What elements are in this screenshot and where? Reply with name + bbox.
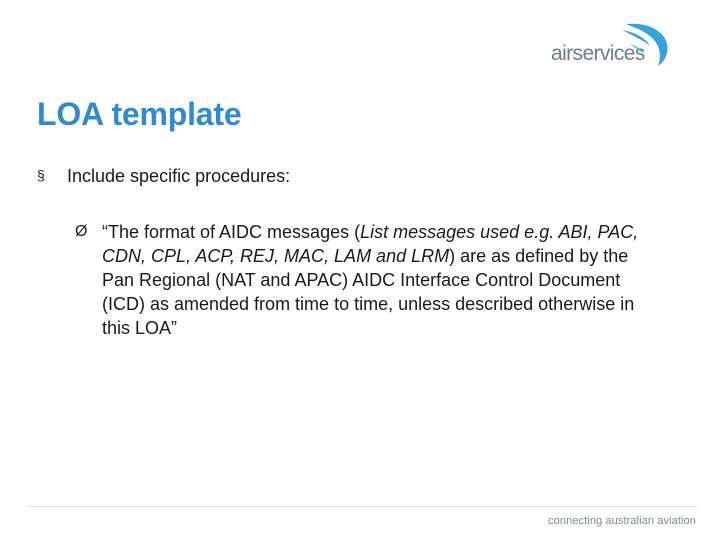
sub-bullet-text-italic: List messages used e.g. ABI, PAC, CDN, CPL, ACP, REJ, MAC, LAM and LRM: [102, 222, 639, 266]
footer-divider: [27, 506, 697, 507]
bullet-text: Include specific procedures:: [67, 166, 291, 186]
airservices-logo: [550, 20, 672, 68]
footer-tagline: connecting australian aviation: [548, 515, 696, 527]
slide-title: LOA template: [37, 96, 242, 132]
bullet-marker-icon: §: [37, 167, 45, 183]
airservices-swoosh-icon: [616, 20, 672, 68]
arrow-bullet-icon: Ø: [75, 223, 88, 240]
sub-bullet-text-close: ) are as defined by the Pan Regional (NAT and APAC) AIDC Interface Control Document (ICD) as amended from time to time, unless described otherwise in this LOA”: [102, 246, 635, 338]
logo-wordmark: airservices: [551, 42, 645, 65]
sub-bullet-text-open: “The format of AIDC messages (: [102, 222, 361, 242]
sub-bullet-text: [102, 220, 662, 340]
